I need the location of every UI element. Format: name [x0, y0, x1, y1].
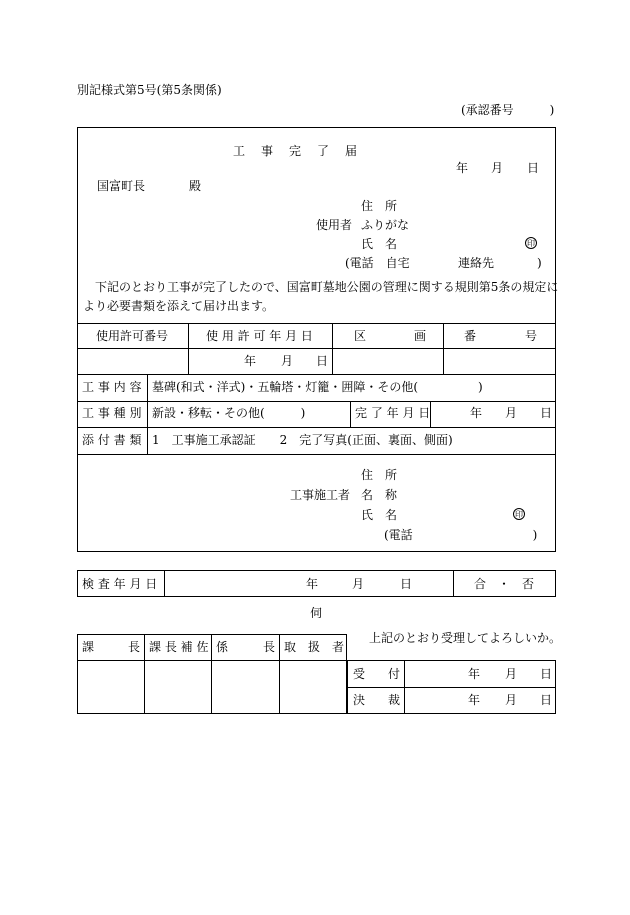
header-plot-number-a: 番 [464, 329, 477, 343]
applicant-address-label: 住 所 [361, 199, 398, 213]
divider [404, 660, 405, 714]
inspection-year-label: 年 [306, 577, 319, 591]
applicant-user-label: 使用者 [316, 218, 353, 232]
contractor-address-label: 住 所 [361, 468, 398, 482]
section-chief-label-a: 課 [82, 640, 95, 654]
completion-month-label: 月 [505, 406, 518, 420]
date-month-label: 月 [491, 161, 504, 175]
contractor-label: 工事施工者 [290, 488, 351, 502]
received-month-label: 月 [505, 667, 518, 681]
divider [164, 570, 165, 597]
phone-home-label: (電話 自宅 [345, 256, 410, 270]
completion-year-label: 年 [470, 406, 483, 420]
contractor-company-label: 名 称 [361, 488, 398, 502]
seal-icon: 印 [527, 239, 535, 248]
phone-close: ) [537, 256, 542, 270]
received-label-b: 付 [388, 667, 401, 681]
furigana-label: ふりがな [361, 218, 410, 232]
divider [279, 634, 280, 714]
date-year-label: 年 [456, 161, 469, 175]
honorific: 殿 [189, 179, 202, 193]
divider [188, 323, 189, 374]
attachments-value: 1 工事施工承認証 2 完了写真(正面、裏面、側面) [152, 433, 453, 447]
decided-day-label: 日 [540, 693, 553, 707]
date-day-label: 日 [527, 161, 540, 175]
received-year-label: 年 [468, 667, 481, 681]
completion-day-label: 日 [540, 406, 553, 420]
approval-note: 上記のとおり受理してよろしいか。 [369, 631, 562, 645]
divider [443, 323, 444, 374]
assistant-chief-label: 課 長 補 佐 [149, 640, 209, 654]
addressee: 国富町長 [97, 179, 146, 193]
inspection-month-label: 月 [352, 577, 365, 591]
header-permit-date: 使 用 許 可 年 月 日 [206, 329, 313, 343]
divider [77, 427, 556, 428]
inspection-date-label: 検 査 年 月 日 [82, 577, 158, 591]
seal-icon: 印 [515, 510, 523, 519]
work-content-value: 墓碑(和式・洋式)・五輪塔・灯籠・囲障・その他( ) [152, 380, 483, 394]
divider [332, 323, 333, 374]
approval-title: 伺 [310, 606, 323, 620]
separator-dot: ・ [498, 577, 511, 591]
received-day-label: 日 [540, 667, 553, 681]
divider [77, 348, 556, 349]
header-section-a: 区 [354, 329, 367, 343]
divider [211, 634, 212, 714]
section-chief-label-b: 長 [128, 640, 141, 654]
body-text-line1: 下記のとおり工事が完了したので、国富町墓地公園の管理に関する規則第5条の規定に [95, 280, 559, 294]
header-permit-number: 使用許可番号 [96, 329, 169, 343]
divider [144, 634, 145, 714]
header-section-b: 画 [414, 329, 427, 343]
handler-label: 取 扱 者 [284, 640, 345, 654]
divider [147, 374, 148, 454]
divider [77, 401, 556, 402]
fail-label: 否 [522, 577, 535, 591]
attachments-label: 添 付 書 類 [82, 433, 142, 447]
applicant-name-label: 氏 名 [361, 237, 398, 251]
subsection-chief-label-b: 長 [263, 640, 276, 654]
contractor-phone: (電話 ) [384, 528, 538, 542]
document-title: 工 事 完 了 届 [233, 144, 360, 158]
permit-day-label: 日 [316, 354, 329, 368]
work-type-label: 工 事 種 別 [82, 406, 142, 420]
approval-number: (承認番号 ) [461, 103, 555, 117]
header-plot-number-b: 号 [525, 329, 538, 343]
divider [77, 660, 347, 661]
decided-month-label: 月 [505, 693, 518, 707]
form-number-label: 別記様式第5号(第5条関係) [77, 83, 222, 97]
contact-label: 連絡先 [458, 256, 495, 270]
divider [347, 687, 556, 688]
contractor-name-label: 氏 名 [361, 508, 398, 522]
subsection-chief-label-a: 係 [216, 640, 229, 654]
pass-label: 合 [474, 577, 487, 591]
divider [453, 570, 454, 597]
work-content-label: 工 事 内 容 [82, 380, 142, 394]
received-label-a: 受 [353, 667, 366, 681]
decided-year-label: 年 [468, 693, 481, 707]
completion-date-label: 完 了 年 月 日 [355, 406, 431, 420]
inspection-day-label: 日 [400, 577, 413, 591]
decided-label-b: 裁 [388, 693, 401, 707]
divider [77, 374, 556, 375]
body-text-line2: より必要書類を添えて届け出ます。 [83, 299, 275, 313]
divider [350, 401, 351, 427]
decided-label-a: 決 [353, 693, 366, 707]
work-type-value: 新設・移転・その他( ) [152, 406, 306, 420]
divider [77, 454, 556, 455]
permit-year-label: 年 [244, 354, 257, 368]
permit-month-label: 月 [281, 354, 294, 368]
